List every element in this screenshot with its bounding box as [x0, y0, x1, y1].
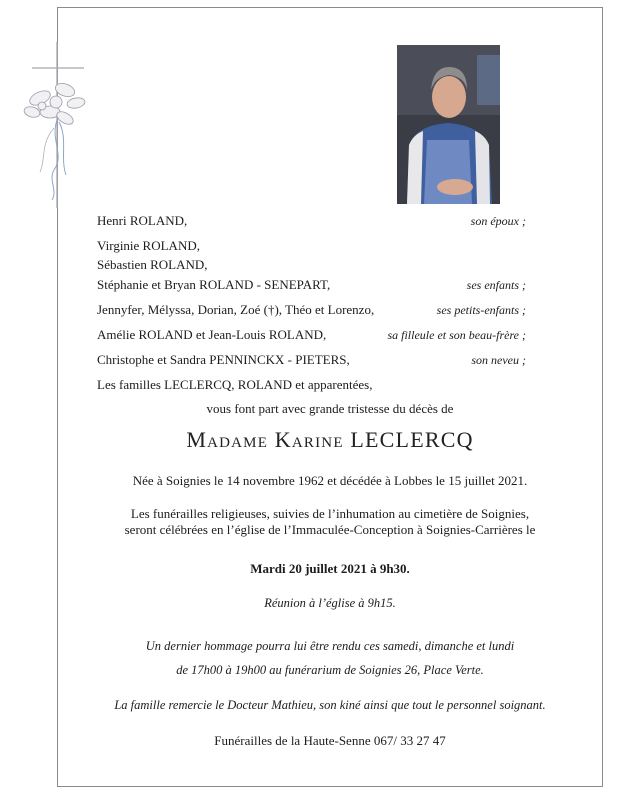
family-name: Jennyfer, Mélyssa, Dorian, Zoé (†), Théo et Lorenzo,: [97, 302, 375, 317]
funeral-date-time: Mardi 20 juillet 2021 à 9h30.: [250, 561, 410, 576]
thanks-text: La famille remercie le Docteur Mathieu, son kiné ainsi que tout le personnel soignant.: [114, 698, 546, 712]
family-name: Christophe et Sandra PENNINCKX - PIETERS,: [97, 352, 350, 367]
cross-flower-icon: [10, 40, 100, 210]
meeting-text: Réunion à l’église à 9h15.: [264, 596, 396, 610]
portrait-photo: [397, 45, 500, 204]
funeral-line: seront célébrées en l’église de l’Immaculée-Conception à Soignies-Carrières le: [124, 522, 536, 537]
family-name: Sébastien ROLAND,: [97, 257, 208, 272]
family-relation: ses enfants ;: [466, 278, 526, 292]
family-relation: son époux ;: [470, 214, 526, 228]
family-name: Virginie ROLAND,: [97, 238, 200, 253]
funeral-line: Les funérailles religieuses, suivies de l’inhumation au cimetière de Soignies,: [130, 506, 530, 521]
deceased-name: Madame Karine LECLERCQ: [186, 427, 474, 452]
family-name: Amélie ROLAND et Jean-Louis ROLAND,: [97, 327, 327, 342]
family-relation: sa filleule et son beau-frère ;: [387, 328, 526, 342]
family-relation: ses petits-enfants ;: [436, 303, 526, 317]
funeral-home-contact: Funérailles de la Haute-Senne 067/ 33 27 47: [214, 733, 446, 748]
homage-line: Un dernier hommage pourra lui être rendu ces samedi, dimanche et lundi: [145, 639, 515, 653]
birth-death-text: Née à Soignies le 14 novembre 1962 et décédée à Lobbes le 15 juillet 2021.: [132, 473, 528, 488]
homage-line: de 17h00 à 19h00 au funérarium de Soignies 26, Place Verte.: [176, 663, 484, 677]
family-relation: son neveu ;: [471, 353, 526, 367]
family-name: Henri ROLAND,: [97, 213, 188, 228]
announcement-text: vous font part avec grande tristesse du décès de: [206, 401, 454, 416]
family-name: Les familles LECLERCQ, ROLAND et apparentées,: [97, 377, 373, 392]
family-name: Stéphanie et Bryan ROLAND - SENEPART,: [97, 277, 331, 292]
